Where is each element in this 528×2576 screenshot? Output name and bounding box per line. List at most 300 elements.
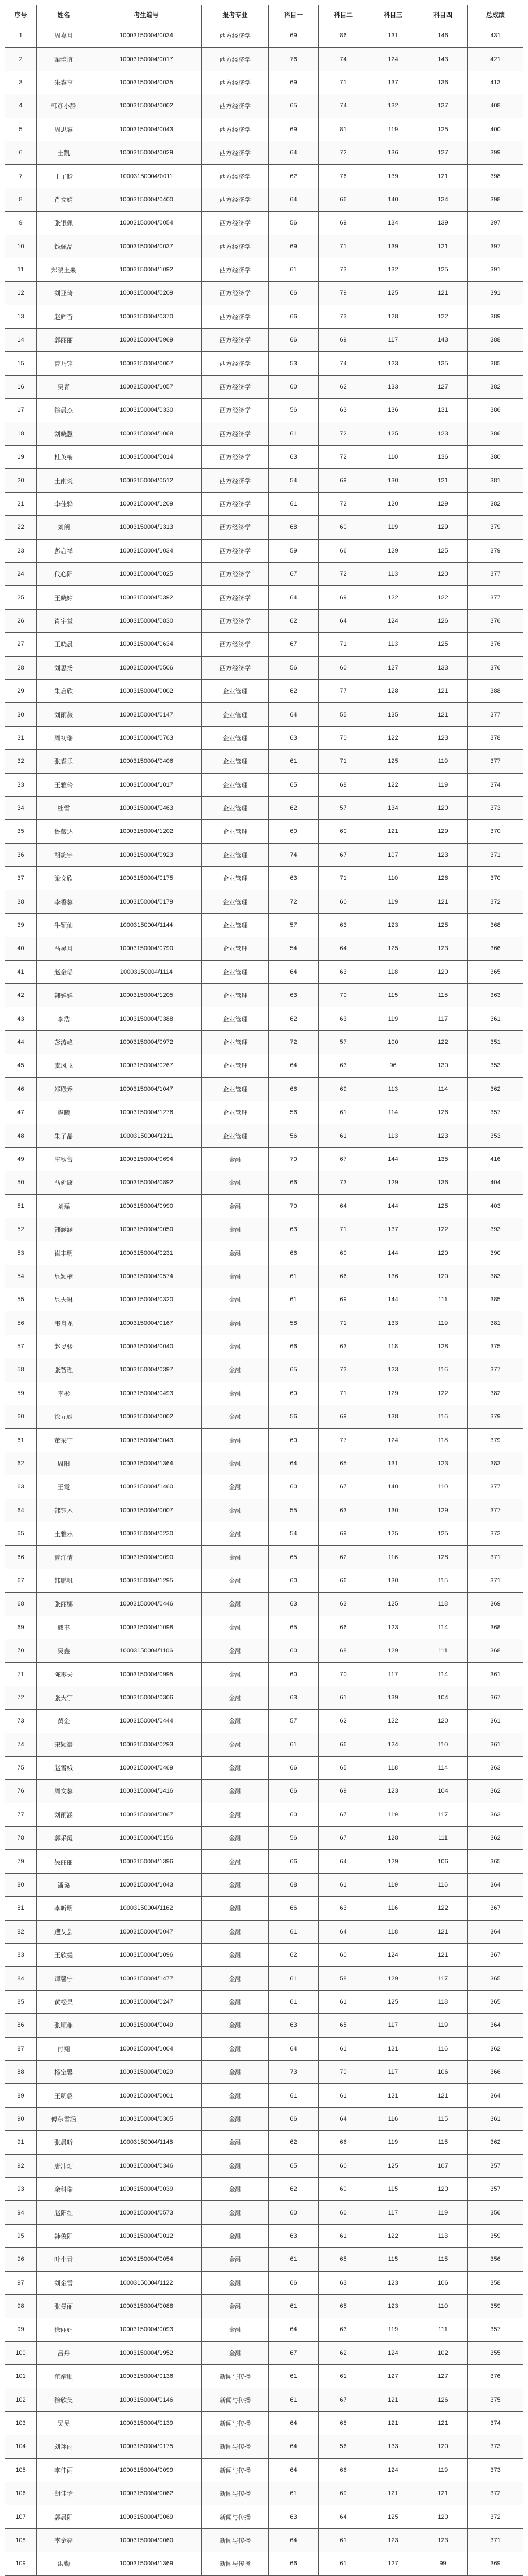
col-exam-id-cell: 10003150004/1295 bbox=[91, 1569, 202, 1592]
col-subject-3-cell: 132 bbox=[368, 94, 418, 118]
col-subject-3-cell: 123 bbox=[368, 2271, 418, 2294]
col-total-cell: 366 bbox=[468, 937, 523, 960]
col-subject-4-cell: 130 bbox=[418, 1054, 468, 1077]
col-subject-2-cell: 65 bbox=[319, 1756, 368, 1779]
col-subject-2-cell: 73 bbox=[319, 1171, 368, 1194]
col-index-cell: 53 bbox=[5, 1241, 37, 1265]
table-row bbox=[5, 516, 523, 539]
col-subject-3-cell: 121 bbox=[368, 2037, 418, 2060]
col-subject-4-cell: 121 bbox=[418, 235, 468, 258]
col-index-cell: 46 bbox=[5, 1077, 37, 1101]
col-exam-id-cell: 10003150004/0892 bbox=[91, 1171, 202, 1194]
table-row bbox=[5, 329, 523, 352]
table-row bbox=[5, 867, 523, 890]
col-subject-2-cell: 72 bbox=[319, 446, 368, 469]
col-index-cell: 50 bbox=[5, 1171, 37, 1194]
col-subject-1-cell: 63 bbox=[269, 446, 319, 469]
col-name-cell: 黄金 bbox=[37, 1710, 91, 1733]
table-row bbox=[5, 703, 523, 726]
table-row bbox=[5, 212, 523, 235]
col-index-cell: 34 bbox=[5, 796, 37, 819]
col-major-cell: 企业管理 bbox=[202, 703, 269, 726]
col-subject-4-cell: 120 bbox=[418, 796, 468, 819]
col-exam-id-cell: 10003150004/0001 bbox=[91, 2084, 202, 2107]
col-major-cell: 金融 bbox=[202, 1920, 269, 1943]
col-major-cell: 金融 bbox=[202, 1593, 269, 1616]
col-major-cell: 企业管理 bbox=[202, 796, 269, 819]
col-total-cell: 364 bbox=[468, 1873, 523, 1896]
col-major-cell: 金融 bbox=[202, 1311, 269, 1335]
table-row bbox=[5, 1101, 523, 1124]
table-row bbox=[5, 2014, 523, 2037]
col-exam-id-cell: 10003150004/1148 bbox=[91, 2131, 202, 2154]
col-name-cell: 郑晓玉果 bbox=[37, 258, 91, 281]
col-exam-id-cell: 10003150004/0037 bbox=[91, 235, 202, 258]
col-subject-4-cell: 119 bbox=[418, 1311, 468, 1335]
col-subject-3-cell: 125 bbox=[368, 2505, 418, 2528]
col-index-cell: 61 bbox=[5, 1429, 37, 1452]
col-subject-1-cell: 66 bbox=[269, 305, 319, 328]
col-total-cell: 357 bbox=[468, 2177, 523, 2200]
col-subject-4-cell: 110 bbox=[418, 2294, 468, 2318]
col-subject-2-cell: 62 bbox=[319, 2341, 368, 2364]
col-exam-id-cell: 10003150004/0995 bbox=[91, 1663, 202, 1686]
table-row bbox=[5, 1358, 523, 1382]
col-subject-4-cell: 125 bbox=[418, 633, 468, 656]
col-total-cell: 356 bbox=[468, 2248, 523, 2271]
col-name-cell: 曹乃铭 bbox=[37, 352, 91, 375]
table-row bbox=[5, 2411, 523, 2435]
col-subject-4-cell: 128 bbox=[418, 1546, 468, 1569]
col-total-cell: 361 bbox=[468, 1663, 523, 1686]
col-subject-3-cell: 125 bbox=[368, 1593, 418, 1616]
col-subject-2-cell: 63 bbox=[319, 1007, 368, 1030]
col-major-cell: 金融 bbox=[202, 1171, 269, 1194]
table-row bbox=[5, 1288, 523, 1311]
col-index-cell: 77 bbox=[5, 1803, 37, 1826]
col-index-cell: 7 bbox=[5, 165, 37, 188]
col-total-cell: 351 bbox=[468, 1030, 523, 1054]
col-name-cell: 杨宝馨 bbox=[37, 2060, 91, 2083]
col-total-cell: 379 bbox=[468, 516, 523, 539]
table-row bbox=[5, 2060, 523, 2083]
col-exam-id-cell: 10003150004/0025 bbox=[91, 562, 202, 585]
table-row bbox=[5, 118, 523, 141]
col-total-cell: 373 bbox=[468, 1522, 523, 1546]
col-subject-2-cell: 55 bbox=[319, 703, 368, 726]
col-subject-2-cell: 66 bbox=[319, 188, 368, 211]
col-subject-4-cell: 118 bbox=[418, 1429, 468, 1452]
col-subject-4-cell: 113 bbox=[418, 2224, 468, 2247]
col-subject-4-cell: 123 bbox=[418, 843, 468, 866]
col-name-cell: 陈零夫 bbox=[37, 1663, 91, 1686]
col-subject-4-cell: 126 bbox=[418, 2388, 468, 2411]
col-total-cell: 376 bbox=[468, 2365, 523, 2388]
col-index-cell: 21 bbox=[5, 492, 37, 515]
col-subject-2-cell: 63 bbox=[319, 399, 368, 422]
col-subject-1-cell: 72 bbox=[269, 890, 319, 913]
col-subject-4-cell: 135 bbox=[418, 1147, 468, 1171]
col-index-cell: 108 bbox=[5, 2528, 37, 2552]
col-subject-1-cell: 56 bbox=[269, 1405, 319, 1429]
col-exam-id-cell: 10003150004/0007 bbox=[91, 352, 202, 375]
col-subject-3-cell: 117 bbox=[368, 2014, 418, 2037]
col-total-cell: 398 bbox=[468, 165, 523, 188]
table-row bbox=[5, 1990, 523, 2013]
table-row bbox=[5, 1569, 523, 1592]
table-row bbox=[5, 1382, 523, 1405]
col-subject-4-cell: 115 bbox=[418, 2248, 468, 2271]
col-subject-1-cell: 61 bbox=[269, 258, 319, 281]
col-subject-1-cell: 69 bbox=[269, 118, 319, 141]
col-subject-2-cell: 61 bbox=[319, 2552, 368, 2575]
col-total-cell: 399 bbox=[468, 141, 523, 164]
col-subject-2-cell: 57 bbox=[319, 796, 368, 819]
col-subject-4-cell: 106 bbox=[418, 2060, 468, 2083]
col-major-cell: 西方经济学 bbox=[202, 24, 269, 48]
table-row bbox=[5, 913, 523, 937]
col-total-cell: 361 bbox=[468, 1733, 523, 1756]
col-name-cell: 董采宁 bbox=[37, 1429, 91, 1452]
col-exam-id-cell: 10003150004/1211 bbox=[91, 1124, 202, 1147]
col-subject-4-cell: 120 bbox=[418, 1241, 468, 1265]
col-major-header: 报考专业 bbox=[202, 5, 269, 24]
col-total-cell: 403 bbox=[468, 1194, 523, 1218]
col-subject-2-cell: 63 bbox=[319, 1054, 368, 1077]
col-major-cell: 金融 bbox=[202, 1827, 269, 1850]
col-subject-4-cell: 116 bbox=[418, 1405, 468, 1429]
col-index-cell: 82 bbox=[5, 1920, 37, 1943]
col-subject-3-cell: 121 bbox=[368, 2388, 418, 2411]
col-subject-4-cell: 125 bbox=[418, 118, 468, 141]
col-subject-2-cell: 64 bbox=[319, 1920, 368, 1943]
col-subject-2-cell: 70 bbox=[319, 1663, 368, 1686]
col-exam-id-cell: 10003150004/0512 bbox=[91, 469, 202, 492]
col-index-cell: 6 bbox=[5, 141, 37, 164]
col-subject-3-cell: 118 bbox=[368, 960, 418, 983]
col-name-cell: 王子晗 bbox=[37, 165, 91, 188]
col-major-cell: 金融 bbox=[202, 1686, 269, 1709]
col-index-cell: 79 bbox=[5, 1850, 37, 1873]
col-subject-4-cell: 104 bbox=[418, 1686, 468, 1709]
col-total-cell: 379 bbox=[468, 1429, 523, 1452]
col-subject-1-cell: 64 bbox=[269, 2037, 319, 2060]
col-major-cell: 西方经济学 bbox=[202, 94, 269, 118]
col-name-cell: 吴鑫 bbox=[37, 1639, 91, 1662]
col-subject-2-cell: 69 bbox=[319, 2482, 368, 2505]
col-subject-2-cell: 61 bbox=[319, 2037, 368, 2060]
col-subject-3-cell: 122 bbox=[368, 586, 418, 609]
col-name-cell: 黄松果 bbox=[37, 1990, 91, 2013]
col-subject-2-cell: 60 bbox=[319, 2154, 368, 2177]
col-exam-id-cell: 10003150004/0043 bbox=[91, 1429, 202, 1452]
col-subject-4-cell: 117 bbox=[418, 1007, 468, 1030]
table-row bbox=[5, 1522, 523, 1546]
col-major-cell: 西方经济学 bbox=[202, 469, 269, 492]
col-subject-2-cell: 60 bbox=[319, 1241, 368, 1265]
col-subject-3-cell: 123 bbox=[368, 1780, 418, 1803]
col-total-cell: 355 bbox=[468, 2341, 523, 2364]
col-total-cell: 381 bbox=[468, 469, 523, 492]
col-major-cell: 金融 bbox=[202, 1429, 269, 1452]
table-row bbox=[5, 890, 523, 913]
col-index-cell: 43 bbox=[5, 1007, 37, 1030]
col-subject-2-cell: 61 bbox=[319, 1990, 368, 2013]
col-total-cell: 377 bbox=[468, 562, 523, 585]
col-subject-4-cell: 123 bbox=[418, 1452, 468, 1475]
col-subject-4-cell: 127 bbox=[418, 2365, 468, 2388]
col-major-cell: 企业管理 bbox=[202, 1124, 269, 1147]
col-total-cell: 368 bbox=[468, 1616, 523, 1639]
col-index-cell: 58 bbox=[5, 1358, 37, 1382]
col-major-cell: 金融 bbox=[202, 1546, 269, 1569]
col-exam-id-cell: 10003150004/0397 bbox=[91, 1358, 202, 1382]
table-row bbox=[5, 1873, 523, 1896]
col-subject-4-cell: 117 bbox=[418, 1803, 468, 1826]
col-exam-id-cell: 10003150004/0139 bbox=[91, 2411, 202, 2435]
col-total-cell: 431 bbox=[468, 24, 523, 48]
col-subject-4-cell: 129 bbox=[418, 820, 468, 843]
col-name-header: 姓名 bbox=[37, 5, 91, 24]
col-index-cell: 90 bbox=[5, 2107, 37, 2130]
col-major-cell: 金融 bbox=[202, 1382, 269, 1405]
col-subject-3-cell: 125 bbox=[368, 2154, 418, 2177]
col-subject-4-cell: 120 bbox=[418, 2177, 468, 2200]
col-subject-4-cell: 125 bbox=[418, 539, 468, 562]
col-subject-1-cell: 62 bbox=[269, 796, 319, 819]
col-subject-2-cell: 62 bbox=[319, 375, 368, 398]
col-name-cell: 崔丰明 bbox=[37, 1241, 91, 1265]
col-total-cell: 372 bbox=[468, 2505, 523, 2528]
table-row bbox=[5, 422, 523, 445]
col-subject-3-cell: 100 bbox=[368, 1030, 418, 1054]
col-subject-2-cell: 61 bbox=[319, 2528, 368, 2552]
col-index-cell: 18 bbox=[5, 422, 37, 445]
col-name-cell: 王雅乐 bbox=[37, 1522, 91, 1546]
col-subject-2-cell: 66 bbox=[319, 1569, 368, 1592]
col-name-cell: 韩鹏帆 bbox=[37, 1569, 91, 1592]
col-subject-2-cell: 64 bbox=[319, 1850, 368, 1873]
col-subject-4-cell: 125 bbox=[418, 1522, 468, 1546]
col-total-cell: 382 bbox=[468, 1382, 523, 1405]
col-subject-3-cell: 124 bbox=[368, 609, 418, 632]
table-row bbox=[5, 71, 523, 94]
col-subject-1-cell: 61 bbox=[269, 2248, 319, 2271]
col-index-cell: 10 bbox=[5, 235, 37, 258]
col-exam-id-cell: 10003150004/0146 bbox=[91, 2388, 202, 2411]
col-subject-1-cell: 63 bbox=[269, 867, 319, 890]
col-subject-3-cell: 114 bbox=[368, 1101, 418, 1124]
col-major-cell: 企业管理 bbox=[202, 890, 269, 913]
col-subject-3-cell: 131 bbox=[368, 24, 418, 48]
col-subject-2-cell: 64 bbox=[319, 2505, 368, 2528]
table-row bbox=[5, 2482, 523, 2505]
col-name-cell: 郭采霞 bbox=[37, 1827, 91, 1850]
col-exam-id-cell: 10003150004/0175 bbox=[91, 867, 202, 890]
col-total-cell: 365 bbox=[468, 1850, 523, 1873]
col-subject-4-cell: 119 bbox=[418, 773, 468, 796]
col-subject-2-cell: 61 bbox=[319, 1124, 368, 1147]
table-row bbox=[5, 1475, 523, 1499]
col-subject-3-cell: 124 bbox=[368, 2341, 418, 2364]
col-major-cell: 企业管理 bbox=[202, 820, 269, 843]
col-major-cell: 新闻与传播 bbox=[202, 2411, 269, 2435]
col-name-cell: 谭馨宁 bbox=[37, 1967, 91, 1990]
col-index-cell: 31 bbox=[5, 726, 37, 749]
col-exam-id-cell: 10003150004/1068 bbox=[91, 422, 202, 445]
col-major-cell: 新闻与传播 bbox=[202, 2435, 269, 2458]
col-total-cell: 378 bbox=[468, 726, 523, 749]
col-exam-id-cell: 10003150004/0002 bbox=[91, 1405, 202, 1429]
col-exam-id-cell: 10003150004/1205 bbox=[91, 984, 202, 1007]
col-subject-1-cell: 66 bbox=[269, 1241, 319, 1265]
table-row bbox=[5, 1030, 523, 1054]
col-index-cell: 84 bbox=[5, 1967, 37, 1990]
col-subject-3-cell: 123 bbox=[368, 352, 418, 375]
col-subject-2-cell: 71 bbox=[319, 71, 368, 94]
col-exam-id-cell: 10003150004/0088 bbox=[91, 2294, 202, 2318]
col-subject-3-cell: 121 bbox=[368, 820, 418, 843]
col-subject-2-cell: 74 bbox=[319, 352, 368, 375]
col-subject-2-cell: 73 bbox=[319, 1358, 368, 1382]
table-row bbox=[5, 937, 523, 960]
col-subject-1-cell: 64 bbox=[269, 2411, 319, 2435]
col-subject-2-cell: 72 bbox=[319, 492, 368, 515]
col-subject-2-cell: 67 bbox=[319, 1475, 368, 1499]
col-subject-4-cell: 120 bbox=[418, 1265, 468, 1288]
col-subject-3-cell: 125 bbox=[368, 1990, 418, 2013]
col-subject-1-cell: 66 bbox=[269, 1850, 319, 1873]
table-row bbox=[5, 1265, 523, 1288]
col-index-cell: 49 bbox=[5, 1147, 37, 1171]
table-row bbox=[5, 1780, 523, 1803]
col-subject-3-cell: 123 bbox=[368, 1616, 418, 1639]
table-row bbox=[5, 609, 523, 632]
table-row bbox=[5, 2037, 523, 2060]
col-subject-1-cell: 60 bbox=[269, 820, 319, 843]
col-index-cell: 30 bbox=[5, 703, 37, 726]
table-row bbox=[5, 656, 523, 679]
col-subject-3-cell: 118 bbox=[368, 1335, 418, 1358]
col-subject-3-cell: 119 bbox=[368, 1007, 418, 1030]
col-index-cell: 101 bbox=[5, 2365, 37, 2388]
col-subject-4-cell: 122 bbox=[418, 1218, 468, 1241]
col-index-cell: 81 bbox=[5, 1897, 37, 1920]
col-subject-4-cell: 99 bbox=[418, 2552, 468, 2575]
col-exam-id-cell: 10003150004/0060 bbox=[91, 2528, 202, 2552]
col-total-cell: 377 bbox=[468, 703, 523, 726]
col-total-cell: 361 bbox=[468, 1710, 523, 1733]
col-total-cell: 400 bbox=[468, 118, 523, 141]
col-total-cell: 398 bbox=[468, 188, 523, 211]
col-exam-id-cell: 10003150004/0029 bbox=[91, 2060, 202, 2083]
col-subject-1-cell: 63 bbox=[269, 726, 319, 749]
col-major-cell: 金融 bbox=[202, 1803, 269, 1826]
table-row bbox=[5, 94, 523, 118]
col-total-cell: 382 bbox=[468, 492, 523, 515]
col-subject-1-cell: 58 bbox=[269, 1311, 319, 1335]
col-name-cell: 刘思扬 bbox=[37, 656, 91, 679]
col-subject-1-cell: 66 bbox=[269, 1756, 319, 1779]
col-subject-3-cell: 122 bbox=[368, 726, 418, 749]
col-name-cell: 刘雨涵 bbox=[37, 1803, 91, 1826]
col-subject-3-cell: 133 bbox=[368, 2435, 418, 2458]
col-major-cell: 金融 bbox=[202, 2014, 269, 2037]
col-index-cell: 89 bbox=[5, 2084, 37, 2107]
col-subject-3-cell: 116 bbox=[368, 2107, 418, 2130]
col-total-cell: 359 bbox=[468, 2224, 523, 2247]
col-exam-id-cell: 10003150004/0002 bbox=[91, 679, 202, 702]
col-subject-4-cell: 136 bbox=[418, 446, 468, 469]
col-major-cell: 西方经济学 bbox=[202, 609, 269, 632]
col-name-cell: 周嘉月 bbox=[37, 24, 91, 48]
table-row bbox=[5, 2107, 523, 2130]
col-total-cell: 372 bbox=[468, 2482, 523, 2505]
col-subject-2-cell: 63 bbox=[319, 1499, 368, 1522]
col-total-cell: 372 bbox=[468, 890, 523, 913]
col-subject-1-cell: 67 bbox=[269, 633, 319, 656]
col-major-cell: 金融 bbox=[202, 2107, 269, 2130]
col-total-cell: 388 bbox=[468, 329, 523, 352]
col-subject-1-cell: 64 bbox=[269, 703, 319, 726]
col-index-cell: 12 bbox=[5, 282, 37, 305]
col-subject-1-cell: 54 bbox=[269, 1522, 319, 1546]
col-total-cell: 353 bbox=[468, 1054, 523, 1077]
col-subject-3-cell: 137 bbox=[368, 71, 418, 94]
col-subject-1-cell: 61 bbox=[269, 422, 319, 445]
col-subject-1-cell: 61 bbox=[269, 1967, 319, 1990]
col-exam-id-cell: 10003150004/0012 bbox=[91, 2224, 202, 2247]
col-total-cell: 353 bbox=[468, 1124, 523, 1147]
col-name-cell: 洪勤 bbox=[37, 2552, 91, 2575]
col-subject-4-cell: 118 bbox=[418, 1990, 468, 2013]
col-index-cell: 71 bbox=[5, 1663, 37, 1686]
col-index-cell: 68 bbox=[5, 1593, 37, 1616]
col-total-cell: 370 bbox=[468, 820, 523, 843]
col-subject-3-cell: 125 bbox=[368, 422, 418, 445]
col-major-cell: 西方经济学 bbox=[202, 305, 269, 328]
col-subject-3-cell: 107 bbox=[368, 843, 418, 866]
col-subject-1-cell: 70 bbox=[269, 1194, 319, 1218]
col-subject-1-cell: 65 bbox=[269, 1546, 319, 1569]
col-exam-id-cell: 10003150004/0179 bbox=[91, 890, 202, 913]
col-subject-4-cell: 121 bbox=[418, 890, 468, 913]
col-name-cell: 鲁薇达 bbox=[37, 820, 91, 843]
col-subject-4-cell: 111 bbox=[418, 1827, 468, 1850]
col-subject-2-cell: 60 bbox=[319, 516, 368, 539]
col-total-cell: 356 bbox=[468, 2201, 523, 2224]
col-name-cell: 吴青 bbox=[37, 375, 91, 398]
col-name-cell: 赵金瑶 bbox=[37, 960, 91, 983]
col-total-cell: 416 bbox=[468, 1147, 523, 1171]
col-exam-id-cell: 10003150004/1057 bbox=[91, 375, 202, 398]
col-exam-id-cell: 10003150004/0293 bbox=[91, 1733, 202, 1756]
col-subject-3-cell: 110 bbox=[368, 867, 418, 890]
col-index-cell: 72 bbox=[5, 1686, 37, 1709]
col-exam-id-cell: 10003150004/0093 bbox=[91, 2318, 202, 2341]
col-total-cell: 362 bbox=[468, 1827, 523, 1850]
col-exam-id-cell: 10003150004/1416 bbox=[91, 1780, 202, 1803]
col-exam-id-cell: 10003150004/0463 bbox=[91, 796, 202, 819]
col-exam-id-cell: 10003150004/1092 bbox=[91, 258, 202, 281]
col-name-cell: 张智理 bbox=[37, 1358, 91, 1382]
col-subject-4-cell: 121 bbox=[418, 1944, 468, 1967]
table-row bbox=[5, 1007, 523, 1030]
table-row bbox=[5, 1429, 523, 1452]
col-subject-3-cell: 139 bbox=[368, 1686, 418, 1709]
col-subject-1-cell: 61 bbox=[269, 2482, 319, 2505]
col-subject-3-cell: 118 bbox=[368, 1920, 418, 1943]
